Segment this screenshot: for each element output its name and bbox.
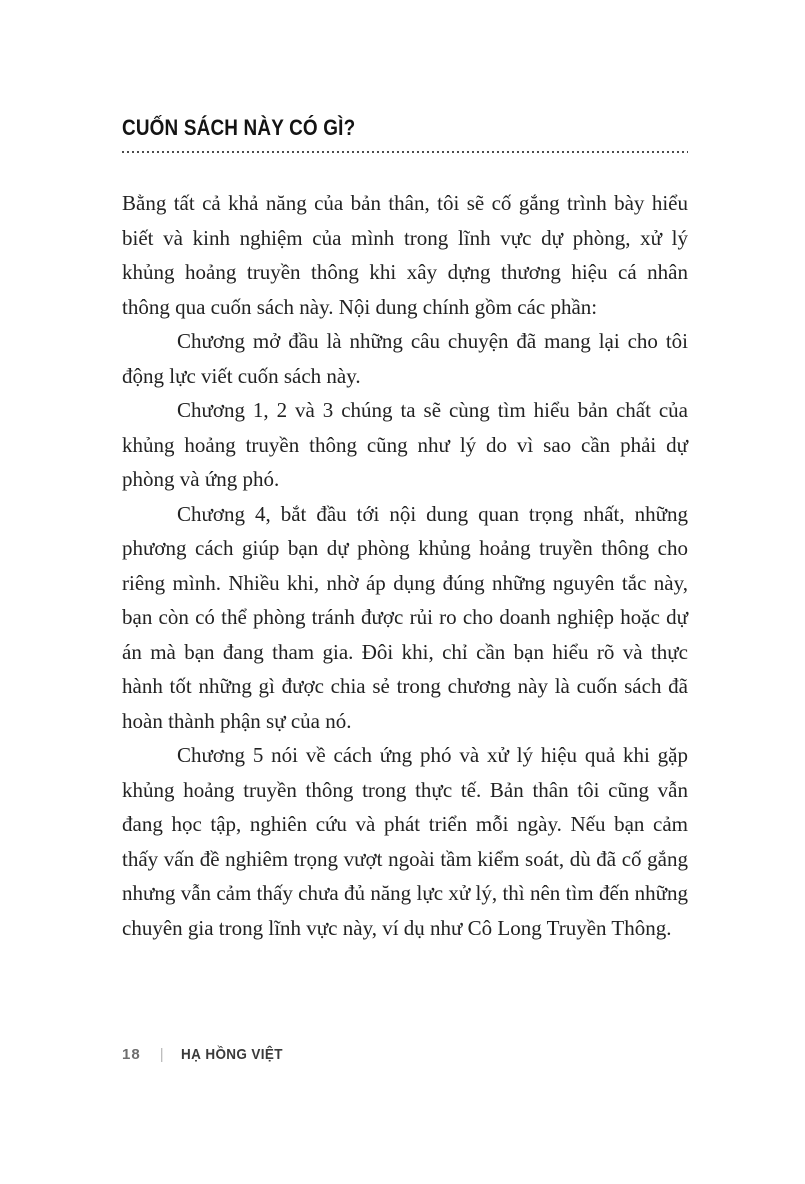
running-title-author: HẠ HỒNG VIỆT	[180, 1046, 283, 1063]
dotted-divider	[122, 151, 688, 153]
paragraph-intro: Bằng tất cả khả năng của bản thân, tôi sẽ cố gắng trình bày hiểu biết và kinh nghiệm của mình trong lĩnh vực dự phòng, xử lý khủng hoảng truyền thông khi xây dựng thương hiệu cá nhân thông qua cuốn sách này. Nội dung chính gồm các phần:	[122, 191, 688, 319]
page-number: 18	[122, 1046, 141, 1063]
paragraph-chapters-1-2-3: Chương 1, 2 và 3 chúng ta sẽ cùng tìm hiểu bản chất của khủng hoảng truyền thông cũng như lý do vì sao cần phải dự phòng và ứng phó.	[122, 398, 688, 491]
page-footer	[122, 1046, 294, 1063]
footer-separator: |	[159, 1046, 164, 1063]
paragraph-chapter-4: Chương 4, bắt đầu tới nội dung quan trọng nhất, những phương cách giúp bạn dự phòng khủng hoảng truyền thông cho riêng mình. Nhiều khi, nhờ áp dụng đúng những nguyên tắc này, bạn còn có thể phòng tránh được rủi ro cho doanh nghiệp hoặc dự án mà bạn đang tham gia. Đôi khi, chỉ cần bạn hiểu rõ và thực hành tốt những gì được chia sẻ trong chương này là cuốn sách đã hoàn thành phận sự của nó.	[122, 501, 688, 733]
section-heading: CUỐN SÁCH NÀY CÓ GÌ?	[122, 115, 356, 140]
page-content	[122, 116, 688, 945]
body-text	[122, 186, 688, 945]
paragraph-chapter-5: Chương 5 nói về cách ứng phó và xử lý hiệu quả khi gặp khủng hoảng truyền thông trong thực tế. Bản thân tôi cũng vẫn đang học tập, nghiên cứu và phát triển mỗi ngày. Nếu bạn cảm thấy vấn đề nghiêm trọng vượt ngoài tầm kiểm soát, dù đã cố gắng nhưng vẫn cảm thấy chưa đủ năng lực xử lý, thì nên tìm đến những chuyên gia trong lĩnh vực này, ví dụ như Cô Long Truyền Thông.	[122, 743, 688, 940]
paragraph-chapter-opening: Chương mở đầu là những câu chuyện đã mang lại cho tôi động lực viết cuốn sách này.	[122, 329, 688, 388]
